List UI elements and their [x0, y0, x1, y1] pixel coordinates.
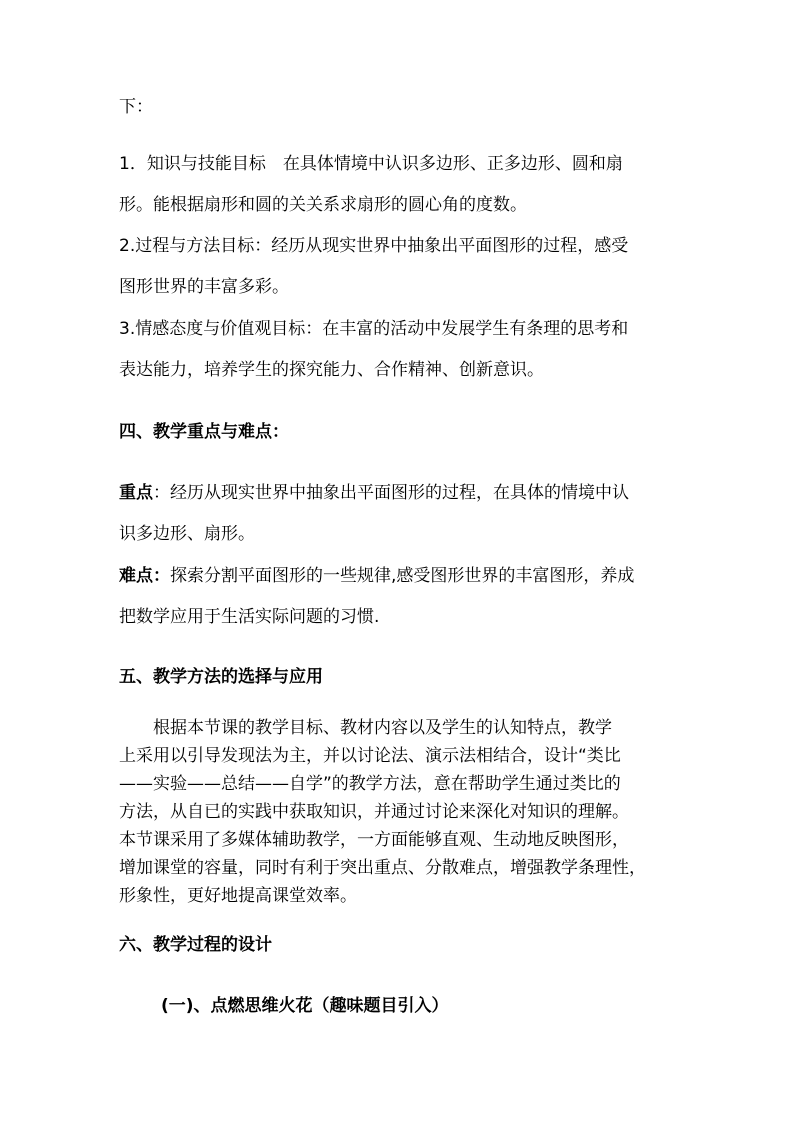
key-point-text: ：经历从现实世界中抽象出平面图形的过程，在具体的情境中认 [153, 483, 629, 503]
difficulty-line-1 [119, 565, 634, 587]
objective-1-line-1: 1．知识与技能目标 在具体情境中认识多边形、正多边形、圆和扇 [119, 154, 623, 174]
method-para-line-5: 本节课采用了多媒体辅助教学，一方面能够直观、生动地反映图形， [119, 830, 629, 850]
key-point-line-1 [119, 482, 629, 504]
section-5-heading: 五、教学方法的选择与应用 [119, 667, 323, 687]
method-para-line-6: 增加课堂的容量，同时有利于突出重点、分散难点，增强教学条理性， [119, 858, 646, 878]
objective-3-line-2: 表达能力，培养学生的探究能力、合作精神、创新意识。 [119, 360, 544, 380]
method-para-line-2: 上采用以引导发现法为主，并以讨论法、演示法相结合，设计“类比 [119, 746, 621, 766]
section-6-heading: 六、教学过程的设计 [119, 935, 272, 955]
section-6-subheading-1: (一)、点燃思维火花（趣味题目引入） [161, 996, 449, 1016]
section-4-heading: 四、教学重点与难点： [119, 422, 289, 442]
objective-2-line-1: 2.过程与方法目标：经历从现实世界中抽象出平面图形的过程，感受 [119, 236, 629, 256]
difficulty-line-2: 把数学应用于生活实际问题的习惯. [119, 607, 380, 627]
method-para-line-1: 根据本节课的教学目标、教材内容以及学生的认知特点，教学 [119, 718, 612, 738]
key-point-label: 重点 [119, 483, 153, 503]
difficulty-text: 探索分割平面图形的一些规律,感受图形世界的丰富图形，养成 [170, 566, 635, 586]
method-para-line-7: 形象性，更好地提高课堂效率。 [119, 886, 357, 906]
objective-1-line-2: 形。能根据扇形和圆的关关系求扇形的圆心角的度数。 [119, 195, 527, 215]
intro-tail: 下： [119, 97, 153, 117]
method-para-line-3: ——实验——总结——自学”的教学方法，意在帮助学生通过类比的 [119, 774, 621, 794]
key-point-line-2: 识多边形、扇形。 [119, 524, 255, 544]
method-para-line-4: 方法，从自已的实践中获取知识，并通过讨论来深化对知识的理解。 [119, 802, 629, 822]
difficulty-label: 难点： [119, 566, 170, 586]
objective-2-line-2: 图形世界的丰富多彩。 [119, 277, 289, 297]
objective-3-line-1: 3.情感态度与价值观目标：在丰富的活动中发展学生有条理的思考和 [119, 319, 629, 339]
